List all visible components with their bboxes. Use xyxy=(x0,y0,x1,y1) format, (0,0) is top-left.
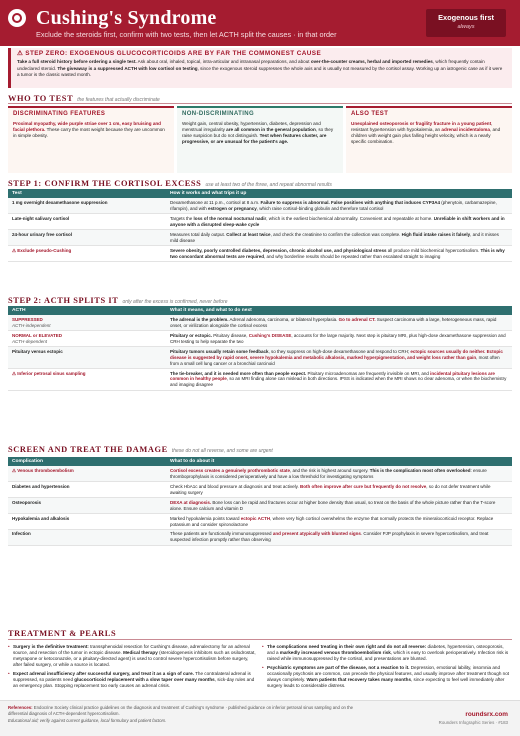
table-cell-value: Pituitary tumors usually retain some feedback, so they suppress on high-dose dexamethasone and respond to CRH; ectopic sources usually do neither. Ectopic disease is suggested by rapid onset, severe hypokalemia and metabolic alkalosis, marked hyperpigmentation, and weight loss rather than gain, most often from a small cell lung cancer or a bronchial carcinoid xyxy=(166,347,512,369)
table-cell-value: The tie-breaker, and it is needed more often than people expect. Pituitary microadenomas are frequently invisible on MRI, and incidental pituitary lesions are common in healthy people, so an MRI finding alone can mislead in both directions. IPSS is indicated when the MRI shows no clear adenoma, or when the biochemistry and imaging disagree xyxy=(166,369,512,391)
table-row xyxy=(8,198,512,213)
table-cell-value: The adrenal is the problem. Adrenal adenoma, carcinoma, or bilateral hyperplasia. Go to adrenal CT. Suspect carcinoma with a large, heterogeneous mass, rapid onset, or virilization alongside the cortisol excess xyxy=(166,315,512,330)
card-non-discriminating-title: NON-DISCRIMINATING xyxy=(182,111,255,117)
table-cell-value: Cortisol excess creates a genuinely prothrombotic state, and the risk is highest around surgery. This is the complication most often overlooked: ensure thromboprophylaxis is considered perioperatively and have a low threshold for investigating symptoms xyxy=(166,466,512,481)
card-discriminating-body: These carry the most weight because they are uncommon in simple obesity. xyxy=(13,126,165,139)
step2-heading xyxy=(8,295,228,306)
divider xyxy=(8,103,512,104)
step1-note: use at least two of the three, and repeat abnormal results xyxy=(205,182,332,188)
table-header-cell: Test xyxy=(8,189,166,198)
table-row xyxy=(8,331,512,347)
page-title: Cushing's Syndrome xyxy=(36,7,217,29)
table-cell-key: 24-hour urinary free cortisol xyxy=(8,230,166,246)
step1-title: STEP 1: CONFIRM THE CORTISOL EXCESS xyxy=(8,179,202,188)
table-header-row xyxy=(8,306,512,315)
table-row xyxy=(8,482,512,498)
brand-logo-icon xyxy=(8,9,26,27)
step-zero-callout xyxy=(8,48,512,88)
table-cell-key: Hypokalemia and alkalosis xyxy=(8,514,166,530)
step-zero-text-1: Ask about oral, inhaled, topical, intra-articular and intranasal preparations, and about xyxy=(136,59,311,65)
who-to-test-note: the features that actually discriminate xyxy=(77,97,160,103)
table-cell-value: These patients are functionally immunosuppressed and present atypically with blunted signs. Consider PJP prophylaxis in severe hypercortisolism, and treat suspected infection promptly rather than observing xyxy=(166,529,512,545)
step3-heading xyxy=(8,444,273,455)
card-non-discriminating xyxy=(177,106,343,173)
table-row xyxy=(8,214,512,230)
card-nd-emph-1: are all common in the general population xyxy=(226,126,316,132)
references-text: Endocrine Society clinical practice guidelines on the diagnosis and treatment of Cushing's syndrome · published guidance on inferior petrosal sinus sampling and on the differential diagnosis of ACTH-dependent hypercortisolism. xyxy=(8,705,354,716)
table-row xyxy=(8,529,512,545)
step-zero-text-3: , since the exogenous steroid suppresses the whole axis and is usually not measured by the cortisol assay. Working up an iatrogenic case as if it were a tumor is the classic wasted month. xyxy=(17,65,503,77)
table-row xyxy=(8,246,512,262)
table-cell-value: Severe obesity, poorly controlled diabetes, depression, chronic alcohol use, and physiological stress all produce mild biochemical hypercortisolism. This is why two concordant abnormal tests are required, and why borderline results should be repeated rather than escalated straight to imaging xyxy=(166,246,512,262)
step3-table xyxy=(8,457,512,546)
table-cell-key: 1 mg overnight dexamethasone suppression xyxy=(8,198,166,213)
table-cell-key: Pituitary versus ectopic xyxy=(8,347,166,369)
table-cell-key: Diabetes and hypertension xyxy=(8,482,166,498)
table-cell-key: Osteoporosis xyxy=(8,498,166,514)
card-discriminating-title: DISCRIMINATING FEATURES xyxy=(13,111,106,117)
card-also-test-title: ALSO TEST xyxy=(351,111,389,117)
card-nd-emph-2: Test when features cluster, are progressive, or are unusual for the patient's age. xyxy=(182,133,327,145)
table-header-row xyxy=(8,457,512,466)
table-header-cell: Complication xyxy=(8,457,166,466)
table-header-cell: How it works and what trips it up xyxy=(166,189,512,198)
table-row xyxy=(8,230,512,246)
pearls-left-list xyxy=(8,644,258,692)
badge-sub-text: always xyxy=(457,23,475,30)
card-discriminating xyxy=(8,106,174,173)
header-badge xyxy=(426,9,506,37)
table-row xyxy=(8,514,512,530)
list-item: • The complications need treating in their own right and do not all reverse: diabetes, hypertension, osteoporosis, and a markedly increased venous thromboembolism risk, which is easy to overlook perioperatively. Infection risk is raised while immunosuppressed by the cortisol, and presentations are blunted. xyxy=(262,644,512,662)
card-nd-body-2: , so they raise suspicion but do not distinguish. xyxy=(182,126,334,139)
step2-title: STEP 2: ACTH SPLITS IT xyxy=(8,296,119,305)
card-also-test xyxy=(346,106,512,173)
card-at-emph-2: adrenal incidentaloma xyxy=(441,126,490,132)
brand-series-text: Rounders Infographic Series · #183 xyxy=(438,720,508,726)
card-at-body-1: , resistant hypertension with hypokalemia, an xyxy=(351,120,493,132)
table-cell-value: Dexamethasone at 11 p.m., cortisol at 8 a.m. Failure to suppress is abnormal. False positives with anything that induces CYP3A4 (phenytoin, carbamazepine, rifampin), and with estrogen or pregnancy, which raise cortisol-binding globulin and therefore total cortisol xyxy=(166,198,512,213)
table-row xyxy=(8,347,512,369)
pearls-right-list xyxy=(262,644,512,692)
table-row xyxy=(8,315,512,330)
brand-block xyxy=(439,711,508,726)
step-zero-emph-1: over-the-counter creams, herbal and imported remedies xyxy=(310,59,433,65)
treatment-title: TREATMENT & PEARLS xyxy=(8,629,117,638)
table-row xyxy=(8,498,512,514)
table-cell-value: Marked hypokalemia points toward ectopic ACTH, where very high cortisol overwhelms the enzyme that normally protects the mineralocorticoid receptor. Replace potassium and consider spironolactone xyxy=(166,514,512,530)
card-discriminating-text xyxy=(13,121,169,139)
step2-note: only after the excess is confirmed, never before xyxy=(122,299,228,305)
disclaimer-text: Educational aid; verify against current guidance, local formulary and patient factors. xyxy=(8,718,167,724)
references-label: References: xyxy=(8,705,33,710)
step3-title: SCREEN AND TREAT THE DAMAGE xyxy=(8,445,168,454)
table-header-row xyxy=(8,189,512,198)
footer xyxy=(0,700,520,736)
references xyxy=(8,705,368,724)
step1-heading xyxy=(8,178,332,189)
table-header-cell: ACTH xyxy=(8,306,166,315)
page-subtitle: Exclude the steroids first, confirm with two tests, then let ACTH split the causes · in that order xyxy=(36,30,337,39)
step2-table xyxy=(8,306,512,391)
table-row xyxy=(8,466,512,481)
card-nd-body-1: Weight gain, central obesity, hypertension, diabetes, depression and menstrual irregularity xyxy=(182,120,321,132)
table-row xyxy=(8,369,512,391)
table-cell-value: Measures total daily output. Collect at least twice, and check the creatinine to confirm the collection was complete. High fluid intake raises it falsely, and it misses mild disease xyxy=(166,230,512,246)
step-zero-text-2: , which frequently contain undeclared steroid. xyxy=(17,59,485,71)
table-cell-key: Infection xyxy=(8,529,166,545)
table-cell-key: ⚠ Exclude pseudo-Cushing xyxy=(8,246,166,262)
brand-site-link[interactable]: roundsrx.com xyxy=(465,711,508,718)
card-at-emph-1: Unexplained osteoporosis or fragility fracture in a young patient xyxy=(351,120,492,126)
card-at-body-2: , and children with weight gain plus falling height velocity, which is a nearly specific combination. xyxy=(351,126,501,145)
table-cell-key: Late-night salivary cortisol xyxy=(8,214,166,230)
table-cell-value: Pituitary or ectopic. Pituitary disease, Cushing's DISEASE, accounts for the large majority. Next step is pituitary MRI, plus high-dose dexamethasone suppression and CRH testing to help separate the two xyxy=(166,331,512,347)
badge-main-text: Exogenous first xyxy=(438,13,494,22)
table-cell-key: ⚠ Venous thromboembolism xyxy=(8,466,166,481)
divider xyxy=(8,639,512,640)
table-cell-value: Check HbA1c and blood pressure at diagnosis and treat actively. Both often improve after cure but frequently do not resolve, so do not defer treatment while awaiting surgery xyxy=(166,482,512,498)
table-cell-value: DEXA at diagnosis. Bone loss can be rapid and fractures occur at higher bone density than usual, so treat on the basis of the whole picture rather than the T-score alone. Ensure calcium and vitamin D xyxy=(166,498,512,514)
step-zero-emph-2: The giveaway is a suppressed ACTH with low cortisol on testing xyxy=(57,65,198,71)
step-zero-title: ⚠ STEP ZERO: EXOGENOUS GLUCOCORTICOIDS ARE BY FAR THE COMMONEST CAUSE xyxy=(17,50,322,57)
card-discriminating-emph: Proximal myopathy, wide purple striae over 1 cm, easy bruising and facial plethora. xyxy=(13,120,161,132)
header-banner xyxy=(0,0,520,46)
table-cell-key: ⚠ Inferior petrosal sinus sampling xyxy=(8,369,166,391)
table-cell-key: SUPPRESSED ACTH-independent xyxy=(8,315,166,330)
table-header-cell: What to do about it xyxy=(166,457,512,466)
treatment-heading xyxy=(8,628,116,639)
who-to-test-title: WHO TO TEST xyxy=(8,94,74,103)
step-zero-lead: Take a full steroid history before ordering a single test. xyxy=(17,59,137,65)
table-cell-value: Targets the loss of the normal nocturnal nadir, which is the earliest biochemical abnormality. Convenient and repeatable at home. Unreliable in shift workers and in anyone with a disrupted sleep-wake cycle xyxy=(166,214,512,230)
card-also-test-text xyxy=(351,121,507,145)
step1-table xyxy=(8,189,512,262)
table-cell-key: NORMAL or ELEVATED ACTH-dependent xyxy=(8,331,166,347)
table-header-cell: What it means, and what to do next xyxy=(166,306,512,315)
list-item: • Surgery is the definitive treatment: transsphenoidal resection for Cushing's disease, adrenalectomy for an adrenal source, and resection of the tumor in ectopic disease. Medical therapy (steroidogenesis inhibitors such as osilodrostat, metyrapone or ketoconazole, or a pituitary-directed agent) is used to control severe hypercortisolism before surgery, after failed surgery, or while a source is located. xyxy=(8,644,258,668)
step3-note: these do not all reverse, and some are urgent xyxy=(171,448,273,454)
list-item: • Expect adrenal insufficiency after successful surgery, and treat it as a sign of cure. The contralateral adrenal is suppressed, so patients need glucocorticoid replacement with a slow taper over many months, sick-day rules and an emergency plan. Stopping replacement too early causes an adrenal crisis. xyxy=(8,671,258,689)
card-non-discriminating-text xyxy=(182,121,338,145)
step-zero-text xyxy=(17,59,506,77)
list-item: • Psychiatric symptoms are part of the disease, not a reaction to it. Depression, emotional lability, insomnia and occasionally psychosis are common, can precede the physical features, and usually improve after treatment though not always completely. Warn patients that recovery takes many months, since expecting to feel well immediately after surgery leads to considerable distress. xyxy=(262,665,512,689)
